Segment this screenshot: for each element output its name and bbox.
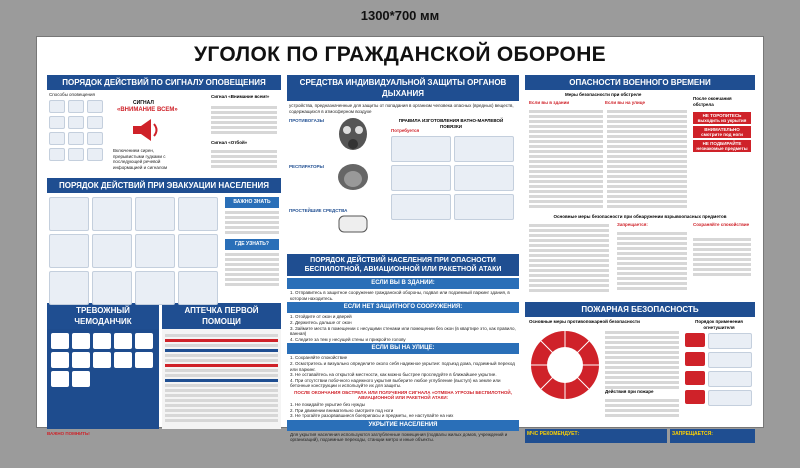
- monitor-icon: [87, 132, 103, 145]
- mchs-recommends: МЧС РЕКОМЕНДУЕТ:: [525, 429, 667, 443]
- step-bag-icon: [49, 234, 89, 268]
- otboy-steps: [211, 148, 277, 170]
- extinguisher-text: [708, 333, 752, 349]
- extinguisher-label: Порядок применения огнетушителя: [695, 319, 743, 330]
- step-fold-icon: [454, 165, 514, 191]
- step-door-icon: [135, 197, 175, 231]
- column-protection: [287, 75, 519, 444]
- explosive-rules: [529, 222, 609, 294]
- section-header-respiratory: СРЕДСТВА ИНДИВИДУАЛЬНОЙ ЗАЩИТЫ ОРГАНОВ ДЫХАНИЯ: [287, 75, 519, 101]
- fire-block: [525, 319, 755, 429]
- step-register-icon: [178, 271, 218, 305]
- fire-wheel-icon: [529, 329, 601, 401]
- dimensions-label: 1300*700 мм: [360, 8, 440, 23]
- section-header-alerts: ПОРЯДОК ДЕЙСТВИЙ ПО СИГНАЛУ ОПОВЕЩЕНИЯ: [47, 75, 281, 90]
- keep-calm-label: Сохраняйте спокойствие: [693, 222, 750, 227]
- otboy-label: Сигнал «Отбой»: [211, 140, 248, 145]
- after-shell-pills: [693, 110, 751, 154]
- building-icon: [68, 148, 84, 161]
- bandage-steps: [391, 136, 515, 220]
- step-docs-icon: [92, 234, 132, 268]
- explosive-header: Основные меры безопасности при обнаружении взрывоопасных предметов: [553, 214, 727, 219]
- section-header-evacuation: ПОРЯДОК ДЕЙСТВИЙ ПРИ ЭВАКУАЦИИ НАСЕЛЕНИЯ: [47, 178, 281, 193]
- no-shelter-step: 1. Отойдите от окон и дверей: [290, 314, 352, 320]
- money-icon: [72, 333, 90, 349]
- step-window-icon: [178, 197, 218, 231]
- docs-icon: [51, 333, 69, 349]
- camera-icon: [68, 100, 84, 113]
- signal-name: «ВНИМАНИЕ ВСЕМ»: [117, 107, 178, 113]
- bandage-icon: [333, 208, 373, 238]
- after-step: 1. Не покидайте укрытие без нужды: [290, 401, 366, 407]
- forbidden-label: Запрещается:: [617, 222, 648, 227]
- step-pet-icon: [135, 234, 175, 268]
- phone-icon: [68, 116, 84, 129]
- step-walk-icon: [178, 234, 218, 268]
- signal-label: СИГНАЛ: [133, 100, 154, 106]
- no-shelter-list: [287, 313, 519, 343]
- building-step-1: 1. Отправитесь в защитное сооружение гражданской обороны, подвал или подземный паркинг здания, в котором находитесь.: [290, 290, 510, 301]
- knife-icon: [114, 352, 132, 368]
- signal-steps: [211, 104, 277, 136]
- in-fire-rules: [605, 397, 679, 419]
- poster-title: УГОЛОК ПО ГРАЖДАНСКОЙ ОБОРОНЕ: [194, 43, 606, 66]
- fire-footer: [525, 429, 755, 443]
- suitcase-items: [47, 329, 159, 429]
- megaphone-icon: [49, 148, 65, 161]
- evacuation-block: [47, 195, 281, 303]
- section-header-fire: ПОЖАРНАЯ БЕЗОПАСНОСТЬ: [525, 302, 755, 317]
- fire-rules: [605, 329, 679, 391]
- hygiene-icon: [135, 352, 153, 368]
- alerts-block: [47, 92, 281, 178]
- medkit-icon: [72, 352, 90, 368]
- respirator-icon: [333, 160, 373, 194]
- step-cut-icon: [391, 194, 451, 220]
- extinguisher-icon: [685, 333, 705, 347]
- important-header: ВАЖНО ЗНАТЬ: [225, 197, 279, 208]
- step-wear-icon: [454, 194, 514, 220]
- car-icon: [49, 116, 65, 129]
- outside-header: ЕСЛИ ВЫ НА УЛИЦЕ:: [287, 343, 519, 354]
- clothes-icon: [93, 352, 111, 368]
- shelter-text: Для укрытия населения используются заглубленные помещения (подвалы жилых домов, учреждений и организаций), подземные переходы, станции метро и иные объекты.: [290, 431, 508, 443]
- radio-icon: [51, 371, 69, 387]
- no-shelter-step: 2. Держитесь дальше от окон: [290, 319, 352, 325]
- bandage-rules-title: ПРАВИЛА ИЗГОТОВЛЕНИЯ ВАТНО-МАРЛЕВОЙ ПОВЯЗКИ: [398, 118, 504, 130]
- after-step: 3. Не трогайте разорвавшиеся боеприпасы и предметы, не наступайте на них: [290, 413, 454, 419]
- spray-text: [708, 390, 752, 406]
- column-war-dangers: [525, 75, 755, 443]
- alarm-suitcase: [47, 303, 159, 437]
- simple-means-label: ПРОСТЕЙШИЕ СРЕДСТВА: [289, 208, 348, 214]
- keep-calm-lines: [693, 236, 751, 278]
- section-header-war: ОПАСНОСТИ ВОЕННОГО ВРЕМЕНИ: [525, 75, 755, 90]
- poster-board: [36, 36, 764, 443]
- step-gas-icon: [92, 197, 132, 231]
- pin-icon: [685, 352, 705, 366]
- first-aid-kit: [162, 303, 281, 437]
- forbidden-rules: [617, 230, 687, 292]
- tv-icon: [87, 100, 103, 113]
- step-cotton-icon: [391, 165, 451, 191]
- after-shell-label: После окончания обстрела: [693, 96, 732, 107]
- gasmask-label: ПРОТИВОГАЗЫ: [289, 118, 325, 124]
- water-icon: [135, 333, 153, 349]
- speaker-icon: [87, 148, 103, 161]
- phone-icon: [114, 333, 132, 349]
- step-bus-icon: [49, 271, 89, 305]
- outside-step: 3. Не оставайтесь на открытой местности, как можно быстрее проследуйте в ближайшее укрытие.: [290, 372, 497, 378]
- no-shelter-step: 3. Займите места в помещении с несущими стенами или помещении без окон (в квартире это, как правило, ванная): [290, 325, 516, 337]
- explosive-block: [525, 220, 755, 302]
- alert-icons: [49, 100, 111, 161]
- where-header: ГДЕ УЗНАТЬ?: [225, 239, 279, 250]
- step-scissors-icon: [454, 136, 514, 162]
- mobile-icon: [68, 132, 84, 145]
- step-gauze-icon: [391, 136, 451, 162]
- hose-text: [708, 371, 752, 387]
- respiratory-intro: устройства, предназначенные для защиты от попадания в организм человека опасных (вредных) веществ, содержащихся в атмосферном воздухе: [289, 103, 514, 114]
- shelling-measures: Меры безопасности при обстреле: [565, 92, 642, 97]
- pin-text: [708, 352, 752, 368]
- at-home-label: Если вы в здании: [529, 100, 570, 105]
- loudspeaker-icon: [129, 116, 163, 144]
- outside-step: 2. Осмотритесь и визуально определите около себя надежное укрытие: подъезд дома, подземный переход или паркинг.: [290, 360, 515, 372]
- prohibited-box: ЗАПРЕЩАЕТСЯ:: [670, 429, 755, 443]
- step-family-icon: [135, 271, 175, 305]
- needed-label: Потребуется: [391, 128, 420, 134]
- pill-no-hurry: НЕ ТОРОПИТЕСЬ выходить из укрытия: [693, 112, 751, 124]
- important-lines: [225, 209, 279, 236]
- section-header-suitcase: ТРЕВОЖНЫЙ ЧЕМОДАНЧИК: [47, 303, 159, 329]
- in-building-header: ЕСЛИ ВЫ В ЗДАНИИ:: [287, 278, 519, 289]
- column-alerts: [47, 75, 281, 437]
- after-attack-header: ПОСЛЕ ОКОНЧАНИЯ ОБСТРЕЛА ИЛИ ПОЛУЧЕНИЯ СИГНАЛА «ОТМЕНА УГРОЗЫ БЕСПИЛОТНОЙ, АВИАЦИОННОЙ ИЛИ РАКЕТНОЙ АТАКИ:: [294, 389, 512, 401]
- evacuation-steps: [49, 197, 219, 305]
- fire-measures-label: Основные меры противопожарной безопасности: [529, 319, 640, 324]
- important-foot: ВАЖНО ПОМНИТЬ!: [47, 431, 90, 436]
- step-person-icon: [49, 197, 89, 231]
- step-point-icon: [92, 271, 132, 305]
- respiratory-block: [287, 116, 519, 254]
- outside-step: 4. При отсутствии побочного надежного укрытия выберите любое углубление (выступ) на земле или бетонные конструкции и используйте их для защиты.: [290, 377, 501, 389]
- section-header-first-aid: АПТЕЧКА ПЕРВОЙ ПОМОЩИ: [162, 303, 281, 329]
- no-shelter-header: ЕСЛИ НЕТ ЗАЩИТНОГО СООРУЖЕНИЯ:: [287, 302, 519, 313]
- battery-icon: [72, 371, 90, 387]
- shelling-block: [525, 92, 755, 214]
- section-header-attack: ПОРЯДОК ДЕЙСТВИЙ НАСЕЛЕНИЯ ПРИ ОПАСНОСТИ БЕСПИЛОТНОЙ, АВИАЦИОННОЙ ИЛИ РАКЕТНОЙ АТАКИ: [287, 254, 519, 276]
- food-icon: [51, 352, 69, 368]
- street-rules: [607, 108, 687, 210]
- extinguisher-steps: [685, 333, 753, 406]
- where-lines: [225, 251, 279, 288]
- in-fire-label: Действия при пожаре: [605, 389, 654, 394]
- pill-watch-step: ВНИМАТЕЛЬНО смотрите под ноги: [693, 126, 751, 138]
- kits-row: [47, 303, 281, 437]
- spray-icon: [685, 390, 705, 404]
- signal-text: Включением сирен, прерывистыми гудками с последующей речевой информацией и сигналом: [113, 148, 168, 170]
- respirator-label: РЕСПИРАТОРЫ: [289, 164, 324, 170]
- signal-note: Сигнал «Внимание всем!»: [211, 94, 270, 99]
- pill-no-pickup: НЕ ПОДБИРАЙТЕ незнакомые предметы: [693, 140, 751, 152]
- factory-icon: [49, 132, 65, 145]
- outside-list: [287, 354, 519, 390]
- first-aid-items: [162, 329, 281, 429]
- flashlight-icon: [93, 333, 111, 349]
- after-list: [287, 401, 519, 420]
- radio-icon: [49, 100, 65, 113]
- home-rules: [529, 108, 603, 210]
- hose-icon: [685, 371, 705, 385]
- gasmask-icon: [333, 116, 373, 152]
- alert-ways-label: Способы оповещения: [49, 92, 95, 97]
- shelter-header: УКРЫТИЕ НАСЕЛЕНИЯ: [287, 420, 519, 431]
- street-label: Если вы на улице: [605, 100, 646, 105]
- siren-icon: [87, 116, 103, 129]
- after-step: 2. При движении внимательно смотрите под ноги: [290, 407, 394, 413]
- no-shelter-step: 4. Следите за тем у несущей стены и прикройте голову: [290, 336, 406, 342]
- outside-step: 1. Сохраняйте спокойствие: [290, 355, 348, 361]
